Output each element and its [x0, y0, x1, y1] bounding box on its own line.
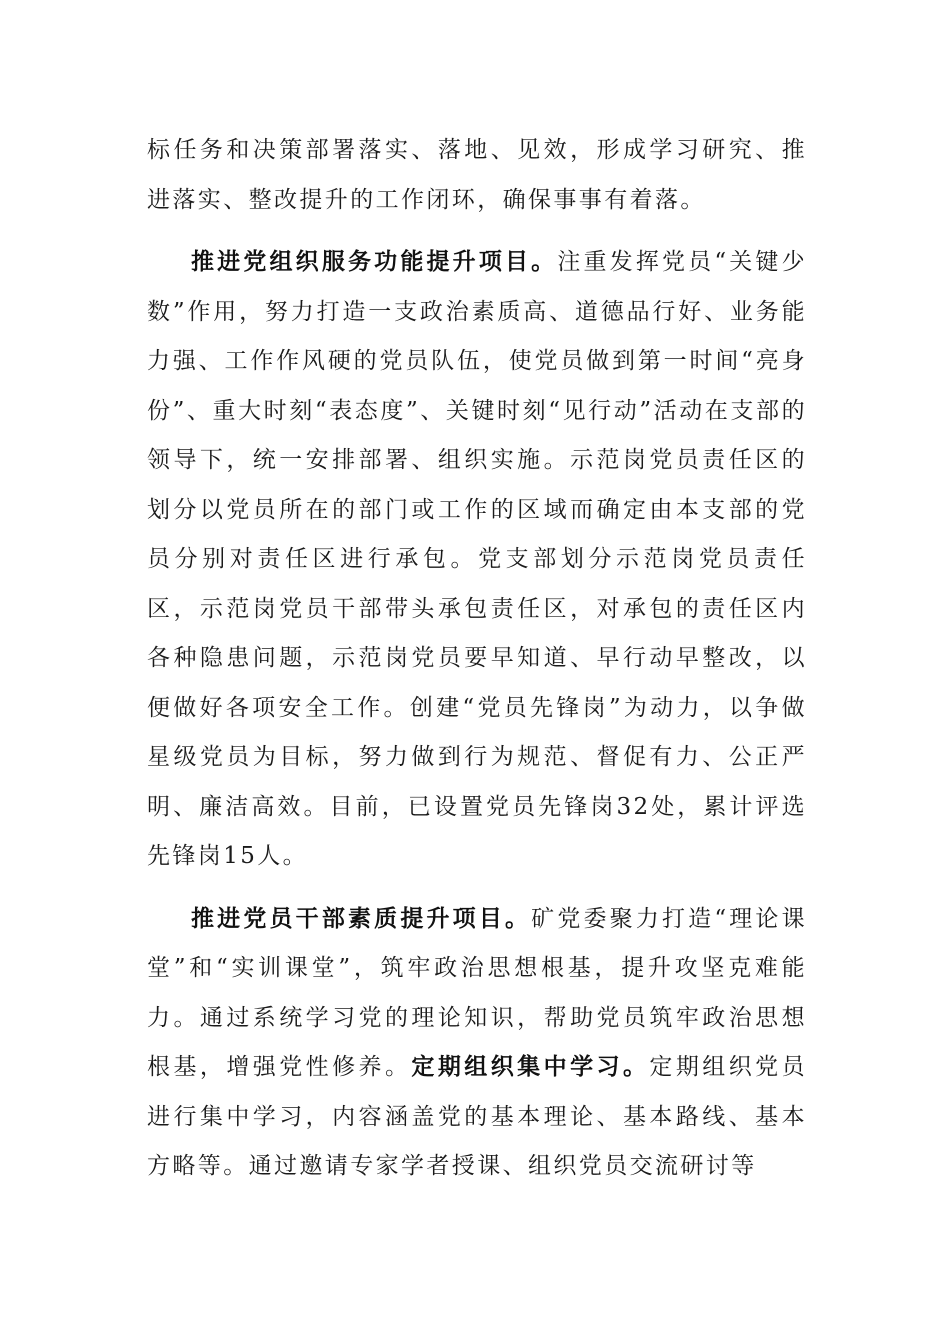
paragraph-cadre-quality-text-b: 定期组织党员进行集中学习，内容涵盖党的基本理论、基本路线、基本方略等。通过邀请专家学者授课、组织党员交流研讨等	[147, 1054, 808, 1179]
paragraph-1-text: 标任务和决策部署落实、落地、见效，形成学习研究、推进落实、整改提升的工作闭环，确保事事有着落。	[147, 137, 807, 213]
paragraph-service-function	[147, 238, 807, 882]
document-body	[147, 126, 807, 1205]
paragraph-subheading-centralized-study: 定期组织集中学习。	[411, 1054, 650, 1080]
paragraph-service-function-text: 注重发挥党员“关键少数”作用，努力打造一支政治素质高、道德品行好、业务能力强、工作作风硬的党员队伍，使党员做到第一时间“亮身份”、重大时刻“表态度”、关键时刻“见行动”活动在支部的领导下，统一安排部署、组织实施。示范岗党员责任区的划分以党员所在的部门或工作的区域而确定由本支部的党员分别对责任区进行承包。党支部划分示范岗党员责任区，示范岗党员干部带头承包责任区，对承包的责任区内各种隐患问题，示范岗党员要早知道、早行动早整改，以便做好各项安全工作。创建“党员先锋岗”为动力，以争做星级党员为目标，努力做到行为规范、督促有力、公正严明、廉洁高效。目前，已设置党员先锋岗32处，累计评选先锋岗15人。	[147, 249, 807, 869]
paragraph-cadre-quality-text-a: 矿党委聚力打造“理论课堂”和“实训课堂”，筑牢政治思想根基，提升攻坚克难能力。通过系统学习党的理论知识，帮助党员筑牢政治思想根基，增强党性修养。	[147, 905, 807, 1080]
paragraph-1	[147, 126, 807, 225]
paragraph-heading-service-function: 推进党组织服务功能提升项目。	[191, 249, 558, 275]
paragraph-cadre-quality	[147, 895, 807, 1192]
paragraph-heading-cadre-quality: 推进党员干部素质提升项目。	[191, 905, 532, 932]
